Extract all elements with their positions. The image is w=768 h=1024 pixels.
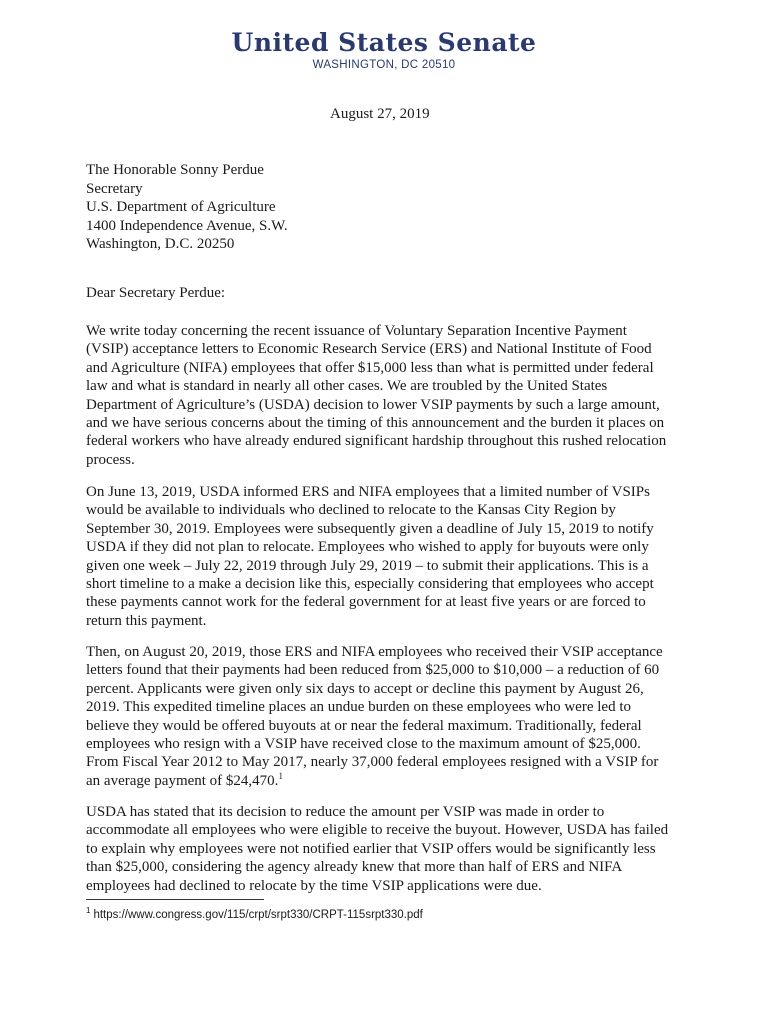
paragraph-line: Then, on August 20, 2019, those ERS and NIFA employees who received their VSIP acceptance [86,644,663,660]
recipient-line: The Honorable Sonny Perdue [86,162,264,178]
paragraph-line: USDA if they did not plan to relocate. Employees who wished to apply for buyouts were only [86,539,649,556]
senate-title: United States Senate [231,28,537,57]
recipient-line: U.S. Department of Agriculture [86,199,276,215]
paragraph-line: (VSIP) acceptance letters to Economic Research Service (ERS) and National Institute of Food [86,341,652,358]
recipient-line: Washington, D.C. 20250 [86,236,235,252]
paragraph-line: and we have serious concerns about the timing of this announcement and the burden it places on [86,415,665,432]
paragraph-line: short timeline to a make a decision like this, especially considering that employees who accept [86,576,654,593]
paragraph-line: On June 13, 2019, USDA informed ERS and NIFA employees that a limited number of VSIPs [86,484,650,500]
paragraph-line: believe they would be offered buyouts at or near the federal maximum. Traditionally, federal [86,717,642,734]
recipient-line: Secretary [86,180,143,197]
body-paragraph [86,322,686,469]
recipient-address [86,161,288,254]
senate-location: WASHINGTON, DC 20510 [312,59,456,71]
paragraph-line-with-footnote [86,772,686,790]
footnote-divider [86,899,264,900]
body-paragraph [86,803,686,895]
salutation: Dear Secretary Perdue: [86,285,226,301]
letter-date: August 27, 2019 [330,106,430,122]
paragraph-line: federal workers who have already endured significant hardship throughout this rushed relocation [86,433,667,450]
paragraph-line: would be available to individuals who declined to relocate to the Kansas City Region by [86,502,616,519]
body-paragraph [86,483,686,630]
paragraph-line: given one week – July 22, 2019 through July 29, 2019 – to submit their applications. This is a [86,557,649,574]
paragraph-line: than $25,000, considering the agency already knew that more than half of ERS and NIFA [86,859,623,876]
paragraph-line: From Fiscal Year 2012 to May 2017, nearly 37,000 federal employees resigned with a VSIP for [86,754,659,771]
body-paragraph [86,643,686,790]
paragraph-line: letters found that their payments had been reduced from $25,000 to $10,000 – a reduction of 60 [86,662,660,679]
recipient-line: 1400 Independence Avenue, S.W. [86,217,288,234]
footnote-link[interactable]: https://www.congress.gov/115/crpt/srpt330/CRPT-115srpt330.pdf [93,908,423,921]
paragraph-line: and Agriculture (NIFA) employees that offer $15,000 less than what is permitted under federal [86,359,654,376]
paragraph-line-text: an average payment of $24,470. [86,772,279,789]
footnote-reference[interactable]: 1 [278,770,283,781]
paragraph-line: employees who resign with a VSIP have received close to the maximum amount of $25,000. [86,736,641,753]
paragraph-line: 2019. This expedited timeline places an undue burden on these employees who were led to [86,699,631,716]
paragraph-line: accommodate all employees who were eligible to receive the buyout. However, USDA has failed [86,822,669,839]
paragraph-line: law and what is standard in nearly all other cases. We are troubled by the United States [86,378,608,395]
footnote-number: 1 [86,906,91,915]
footnote [86,906,423,921]
paragraph-line: We write today concerning the recent issuance of Voluntary Separation Incentive Payment [86,323,627,339]
paragraph-line: USDA has stated that its decision to reduce the amount per VSIP was made in order to [86,804,605,820]
paragraph-line: employees had declined to relocate by the time VSIP applications were due. [86,877,542,894]
paragraph-line: Department of Agriculture’s (USDA) decision to lower VSIP payments by such a large amount, [86,396,660,413]
paragraph-line: these payments cannot work for the federal government for at least five years or are forced to [86,594,646,611]
paragraph-line: September 30, 2019. Employees were subsequently given a deadline of July 15, 2019 to notify [86,520,654,537]
paragraph-line: to explain why employees were not notified earlier that VSIP offers would be significantly less [86,840,656,857]
paragraph-line: process. [86,451,135,468]
letterhead [0,28,768,72]
paragraph-line: return this payment. [86,612,207,629]
paragraph-line: percent. Applicants were given only six days to accept or decline this payment by August 26, [86,680,644,697]
